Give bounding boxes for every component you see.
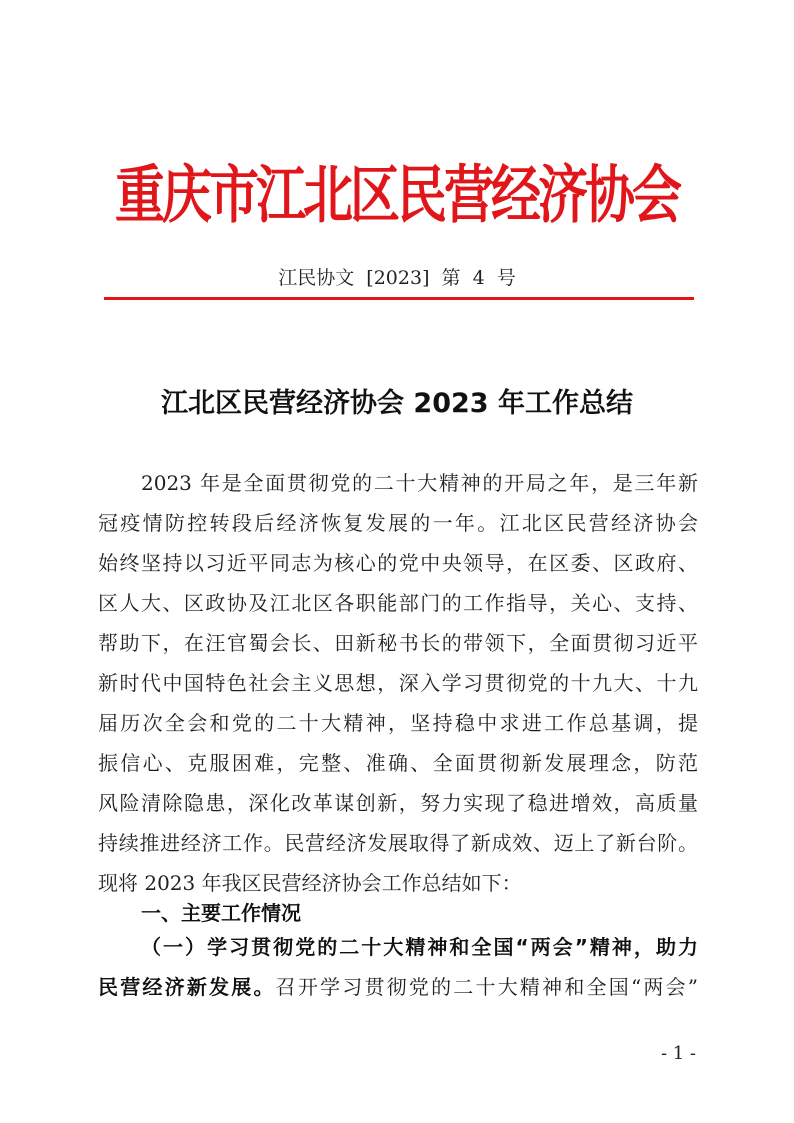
subsection-heading-end: 民营经济新发展。: [98, 975, 276, 999]
page-number: - 1 -: [660, 1043, 696, 1064]
body-line: 帮助下，在汪官蜀会长、田新秘书长的带领下，全面贯彻习近平: [98, 631, 698, 655]
body-line: 2023 年是全面贯彻党的二十大精神的开局之年，是三年新: [141, 471, 698, 495]
body-line: 现将 2023 年我区民营经济协会工作总结如下：: [98, 871, 522, 895]
subsection-text: 召开学习贯彻党的二十大精神和全国“两会”: [275, 975, 699, 999]
doc-number-num: 4: [472, 267, 485, 289]
letterhead-org-name: 重庆市江北区民营经济协会: [115, 158, 679, 232]
body-line: 新时代中国特色社会主义思想，深入学习贯彻党的十九大、十九: [98, 671, 698, 695]
doc-number-di: 第: [441, 267, 461, 289]
body-line: 冠疫情防控转段后经济恢复发展的一年。江北区民营经济协会: [98, 511, 698, 535]
doc-number-hao: 号: [496, 267, 516, 289]
document-title: 江北区民营经济协会 2023 年工作总结: [161, 388, 633, 419]
subsection-heading: （一）学习贯彻党的二十大精神和全国“两会”精神，助力: [141, 935, 698, 959]
body-line: 始终坚持以习近平同志为核心的党中央领导，在区委、区政府、: [98, 551, 698, 575]
body-line: 风险清除隐患，深化改革谋创新，努力实现了稳进增效，高质量: [98, 791, 698, 815]
document-number: [0, 265, 794, 291]
body-line: 持续推进经济工作。民营经济发展取得了新成效、迈上了新台阶。: [98, 831, 698, 855]
doc-number-prefix: 江民协文: [278, 267, 355, 289]
subsection-line: [98, 972, 698, 1002]
red-separator-line: [104, 297, 694, 300]
body-line: 振信心、克服困难，完整、准确、全面贯彻新发展理念，防范: [98, 751, 698, 775]
doc-number-year: [2023]: [366, 267, 430, 289]
section-heading: 一、主要工作情况: [141, 901, 301, 925]
body-line: 届历次全会和党的二十大精神，坚持稳中求进工作总基调，提: [98, 711, 698, 735]
body-line: 区人大、区政协及江北区各职能部门的工作指导，关心、支持、: [98, 591, 698, 615]
